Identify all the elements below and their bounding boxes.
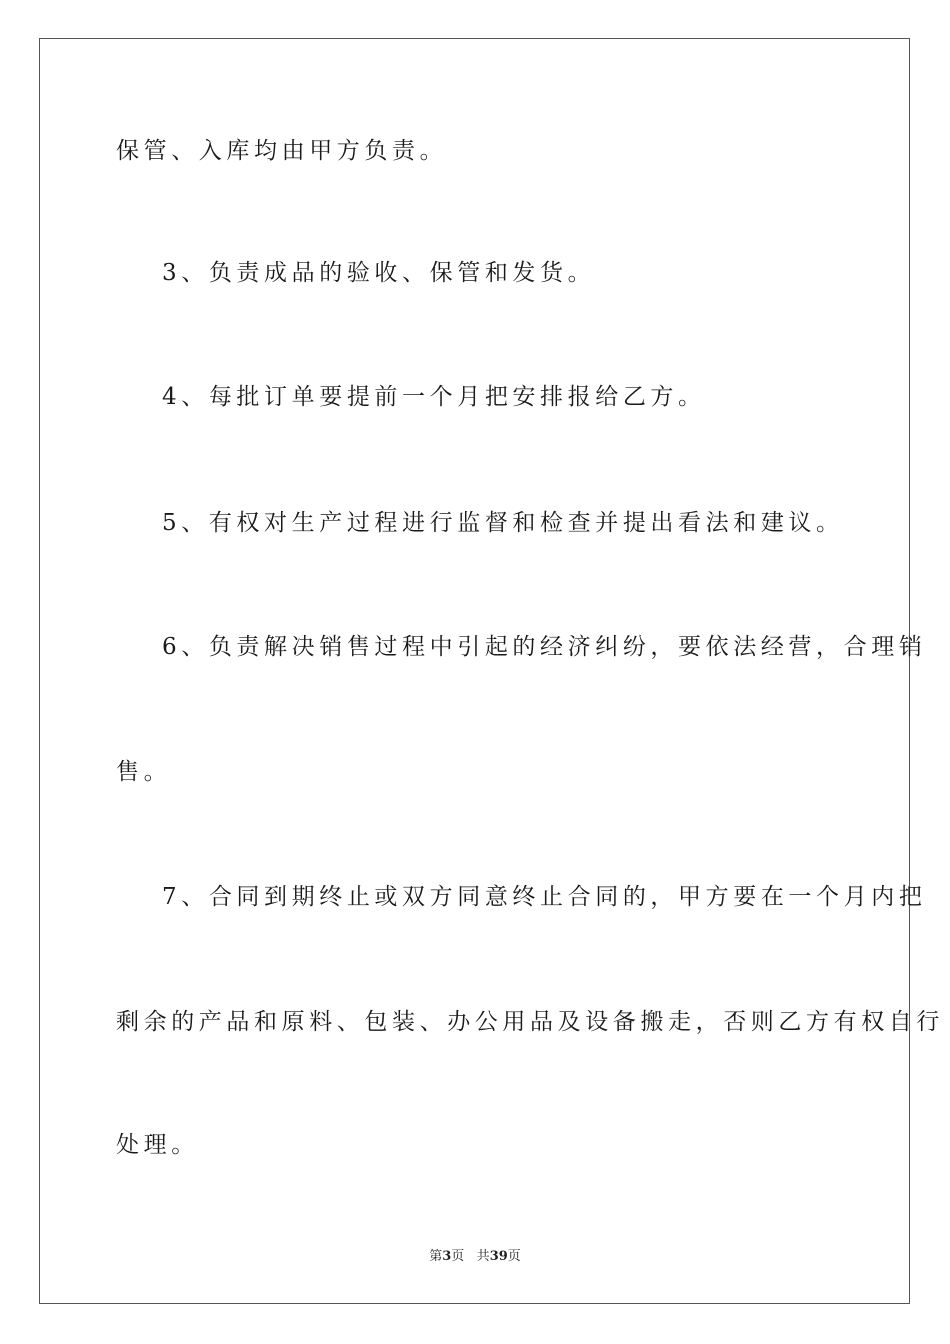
item-6-line-2: 售。: [116, 759, 172, 785]
total-prefix: 共: [476, 1249, 490, 1264]
total-pages: 39: [489, 1249, 508, 1264]
item-7-line-2: 剩余的产品和原料、包装、办公用品及设备搬走，否则乙方有权自行: [116, 1009, 944, 1035]
item-6-line-1: 6、负责解决销售过程中引起的经济纠纷，要依法经营，合理销: [162, 634, 927, 660]
page-unit: 页: [451, 1249, 465, 1264]
page-footer: [0, 1248, 950, 1266]
item-5-line: 5、有权对生产过程进行监督和检查并提出看法和建议。: [162, 510, 844, 536]
item-7-line-1: 7、合同到期终止或双方同意终止合同的，甲方要在一个月内把: [162, 884, 927, 910]
total-unit: 页: [507, 1249, 521, 1264]
item-3-line: 3、负责成品的验收、保管和发货。: [162, 260, 596, 286]
item-7-line-3: 处理。: [116, 1132, 199, 1158]
page-prefix: 第: [429, 1249, 443, 1264]
item-4-line: 4、每批订单要提前一个月把安排报给乙方。: [162, 384, 706, 410]
page-border: [39, 38, 910, 1304]
text-line-1: 保管、入库均由甲方负责。: [116, 138, 448, 164]
page-number: 3: [442, 1249, 452, 1264]
